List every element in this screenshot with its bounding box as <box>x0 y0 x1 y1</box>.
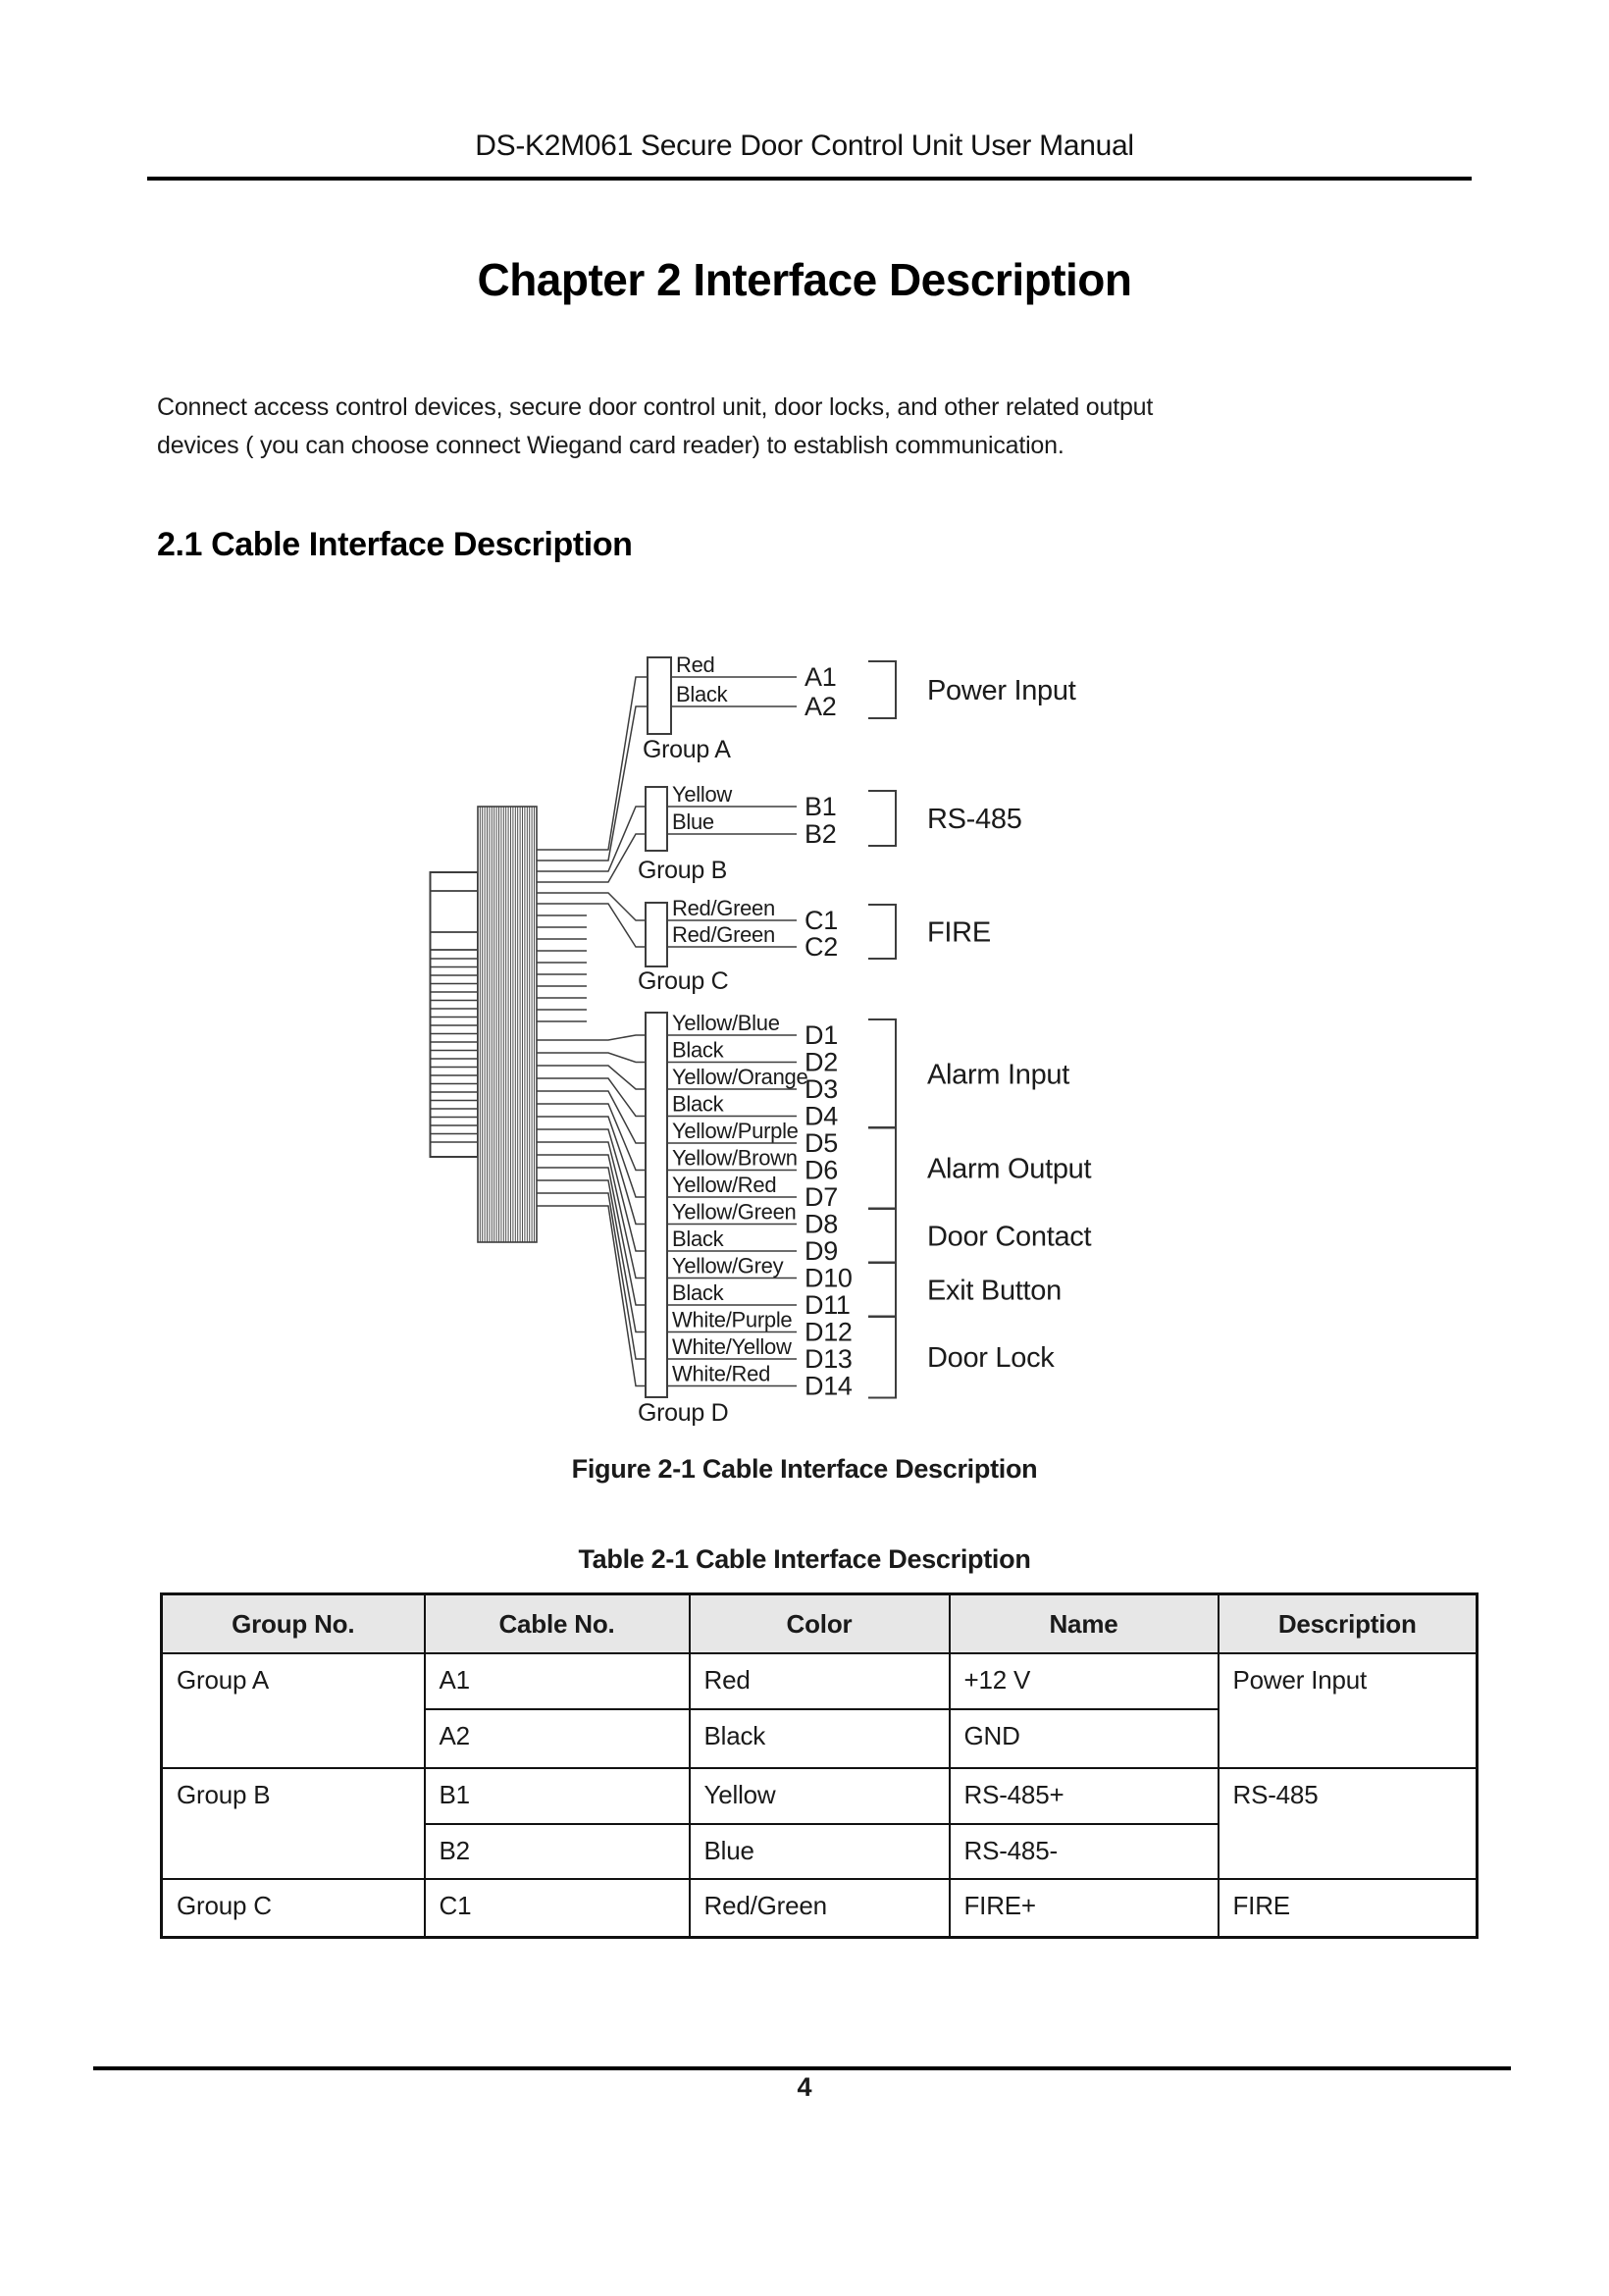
wire-color-label: Black <box>672 1280 724 1305</box>
table-cell-name: +12 V <box>950 1653 1219 1709</box>
section-heading: 2.1 Cable Interface Description <box>157 526 633 563</box>
wire-left-segment <box>537 893 646 920</box>
terminal-bracket <box>868 1127 896 1209</box>
group-connector <box>646 903 667 966</box>
ladder-connector <box>431 872 479 1157</box>
wire-left-segment <box>537 706 648 861</box>
table-cell-cable: C1 <box>425 1879 690 1938</box>
chapter-title: Chapter 2 Interface Description <box>477 254 1132 305</box>
table-header-cell: Group No. <box>162 1594 425 1653</box>
terminal-label: A2 <box>804 692 837 721</box>
wire-left-segment <box>537 1168 646 1305</box>
wire-color-label: Yellow/Brown <box>672 1145 798 1171</box>
terminal-label: D1 <box>804 1020 838 1050</box>
terminal-bracket <box>868 1263 896 1318</box>
function-label: FIRE <box>927 916 991 949</box>
group-connector <box>646 787 667 851</box>
table-header-cell: Cable No. <box>425 1594 690 1653</box>
terminal-label: B2 <box>804 819 837 849</box>
function-label: Door Lock <box>927 1342 1055 1374</box>
terminal-label: C1 <box>804 906 838 935</box>
intro-paragraph <box>157 389 1462 465</box>
intro-line: Connect access control devices, secure door control unit, door locks, and other related output <box>157 393 1154 421</box>
intro-line: devices ( you can choose connect Wiegand card reader) to establish communication. <box>157 432 1064 459</box>
page-number: 4 <box>797 2072 812 2102</box>
terminal-label: D4 <box>804 1101 838 1131</box>
table-cell-cable: A1 <box>425 1653 690 1709</box>
terminal-label: B1 <box>804 792 837 821</box>
terminal-bracket <box>868 661 896 718</box>
wire-left-segment <box>537 1053 646 1063</box>
wire-color-label: Yellow <box>672 782 732 807</box>
terminal-label: D2 <box>804 1047 838 1077</box>
table-cell-color: Red <box>690 1653 950 1709</box>
page-header-title: DS-K2M061 Secure Door Control Unit User Manual <box>475 130 1134 162</box>
function-label: Alarm Output <box>927 1153 1092 1185</box>
table-cell-group: Group B <box>162 1768 425 1879</box>
terminal-label: D10 <box>804 1263 853 1293</box>
wire-color-label: Black <box>672 1226 724 1251</box>
terminal-label: D3 <box>804 1074 838 1104</box>
terminal-bracket <box>868 905 896 959</box>
terminal-bracket <box>868 1019 896 1128</box>
group-label: Group C <box>638 967 729 995</box>
header-rule <box>147 177 1472 181</box>
table-cell-name: RS-485- <box>950 1824 1219 1879</box>
function-label: Exit Button <box>927 1275 1062 1307</box>
function-label: Door Contact <box>927 1221 1092 1253</box>
table-header-row <box>162 1594 1478 1653</box>
function-label: RS-485 <box>927 804 1022 835</box>
group-connector <box>646 1013 667 1397</box>
wire-left-segment <box>537 904 646 947</box>
wire-left-segment <box>537 1155 646 1278</box>
wire-left-segment <box>537 1066 646 1089</box>
table-cell-cable: B1 <box>425 1768 690 1824</box>
cable-diagram-svg <box>0 628 1609 1442</box>
table-cell-description: FIRE <box>1219 1879 1478 1938</box>
wire-color-label: Blue <box>672 809 714 834</box>
terminal-label: A1 <box>804 662 837 692</box>
wire-left-segment <box>537 1142 646 1251</box>
wire-color-label: Yellow/Blue <box>672 1011 780 1035</box>
wire-color-label: Black <box>672 1037 724 1063</box>
wire-color-label: Yellow/Grey <box>672 1253 784 1278</box>
terminal-label: D12 <box>804 1317 853 1347</box>
table-row <box>162 1768 1478 1824</box>
wire-color-label: Red/Green <box>672 922 775 947</box>
terminal-label: D6 <box>804 1155 838 1185</box>
table-caption: Table 2-1 Cable Interface Description <box>578 1544 1031 1574</box>
wire-left-segment <box>537 834 646 882</box>
table-header-cell: Description <box>1219 1594 1478 1653</box>
wire-color-label: Black <box>672 1091 724 1117</box>
table-cell-cable: B2 <box>425 1824 690 1879</box>
table-row <box>162 1879 1478 1938</box>
terminal-label: D11 <box>804 1290 851 1320</box>
table-cell-name: FIRE+ <box>950 1879 1219 1938</box>
terminal-label: D13 <box>804 1344 853 1374</box>
terminal-label: D5 <box>804 1128 838 1158</box>
wire-left-segment <box>537 1104 646 1171</box>
table-cell-description: RS-485 <box>1219 1768 1478 1879</box>
wire-color-label: Yellow/Purple <box>672 1119 799 1143</box>
table-cell-color: Yellow <box>690 1768 950 1824</box>
group-label: Group B <box>638 857 728 884</box>
wire-left-segment <box>537 807 646 871</box>
wire-color-label: Yellow/Orange <box>672 1065 808 1089</box>
table-header-cell: Color <box>690 1594 950 1653</box>
table-cell-color: Black <box>690 1709 950 1768</box>
wire-color-label: White/Purple <box>672 1307 793 1332</box>
terminal-label: D7 <box>804 1182 838 1212</box>
terminal-bracket <box>868 791 896 846</box>
function-label: Alarm Input <box>927 1059 1069 1091</box>
terminal-label: D8 <box>804 1209 838 1239</box>
table-row <box>162 1653 1478 1709</box>
group-label: Group A <box>643 736 731 763</box>
wire-left-segment <box>537 1035 646 1040</box>
terminal-bracket <box>868 1317 896 1398</box>
table-cell-cable: A2 <box>425 1709 690 1768</box>
wire-left-segment <box>537 677 648 850</box>
function-label: Power Input <box>927 675 1076 706</box>
wire-color-label: Yellow/Green <box>672 1199 797 1225</box>
table-cell-name: RS-485+ <box>950 1768 1219 1824</box>
terminal-label: D9 <box>804 1236 838 1266</box>
wire-color-label: White/Yellow <box>672 1334 792 1359</box>
wire-color-label: Yellow/Red <box>672 1173 777 1197</box>
terminal-label: D14 <box>804 1371 853 1401</box>
terminal-label: C2 <box>804 932 838 962</box>
table-cell-group: Group A <box>162 1653 425 1768</box>
figure-caption: Figure 2-1 Cable Interface Description <box>571 1454 1038 1484</box>
group-label: Group D <box>638 1399 729 1427</box>
cable-interface-diagram <box>0 628 1609 1442</box>
table-cell-color: Red/Green <box>690 1879 950 1938</box>
wire-color-label: Red <box>676 652 715 677</box>
table-cell-description: Power Input <box>1219 1653 1478 1768</box>
table-header-cell: Name <box>950 1594 1219 1653</box>
ribbon-cable <box>478 807 537 1242</box>
wire-color-label: Black <box>676 682 728 706</box>
table-cell-color: Blue <box>690 1824 950 1879</box>
wire-color-label: Red/Green <box>672 896 775 920</box>
wire-color-label: White/Red <box>672 1361 771 1386</box>
group-connector <box>648 657 671 734</box>
table-cell-name: GND <box>950 1709 1219 1768</box>
table-cell-group: Group C <box>162 1879 425 1938</box>
footer-rule <box>93 2066 1511 2070</box>
cable-interface-table <box>160 1592 1479 1939</box>
terminal-bracket <box>868 1209 896 1264</box>
